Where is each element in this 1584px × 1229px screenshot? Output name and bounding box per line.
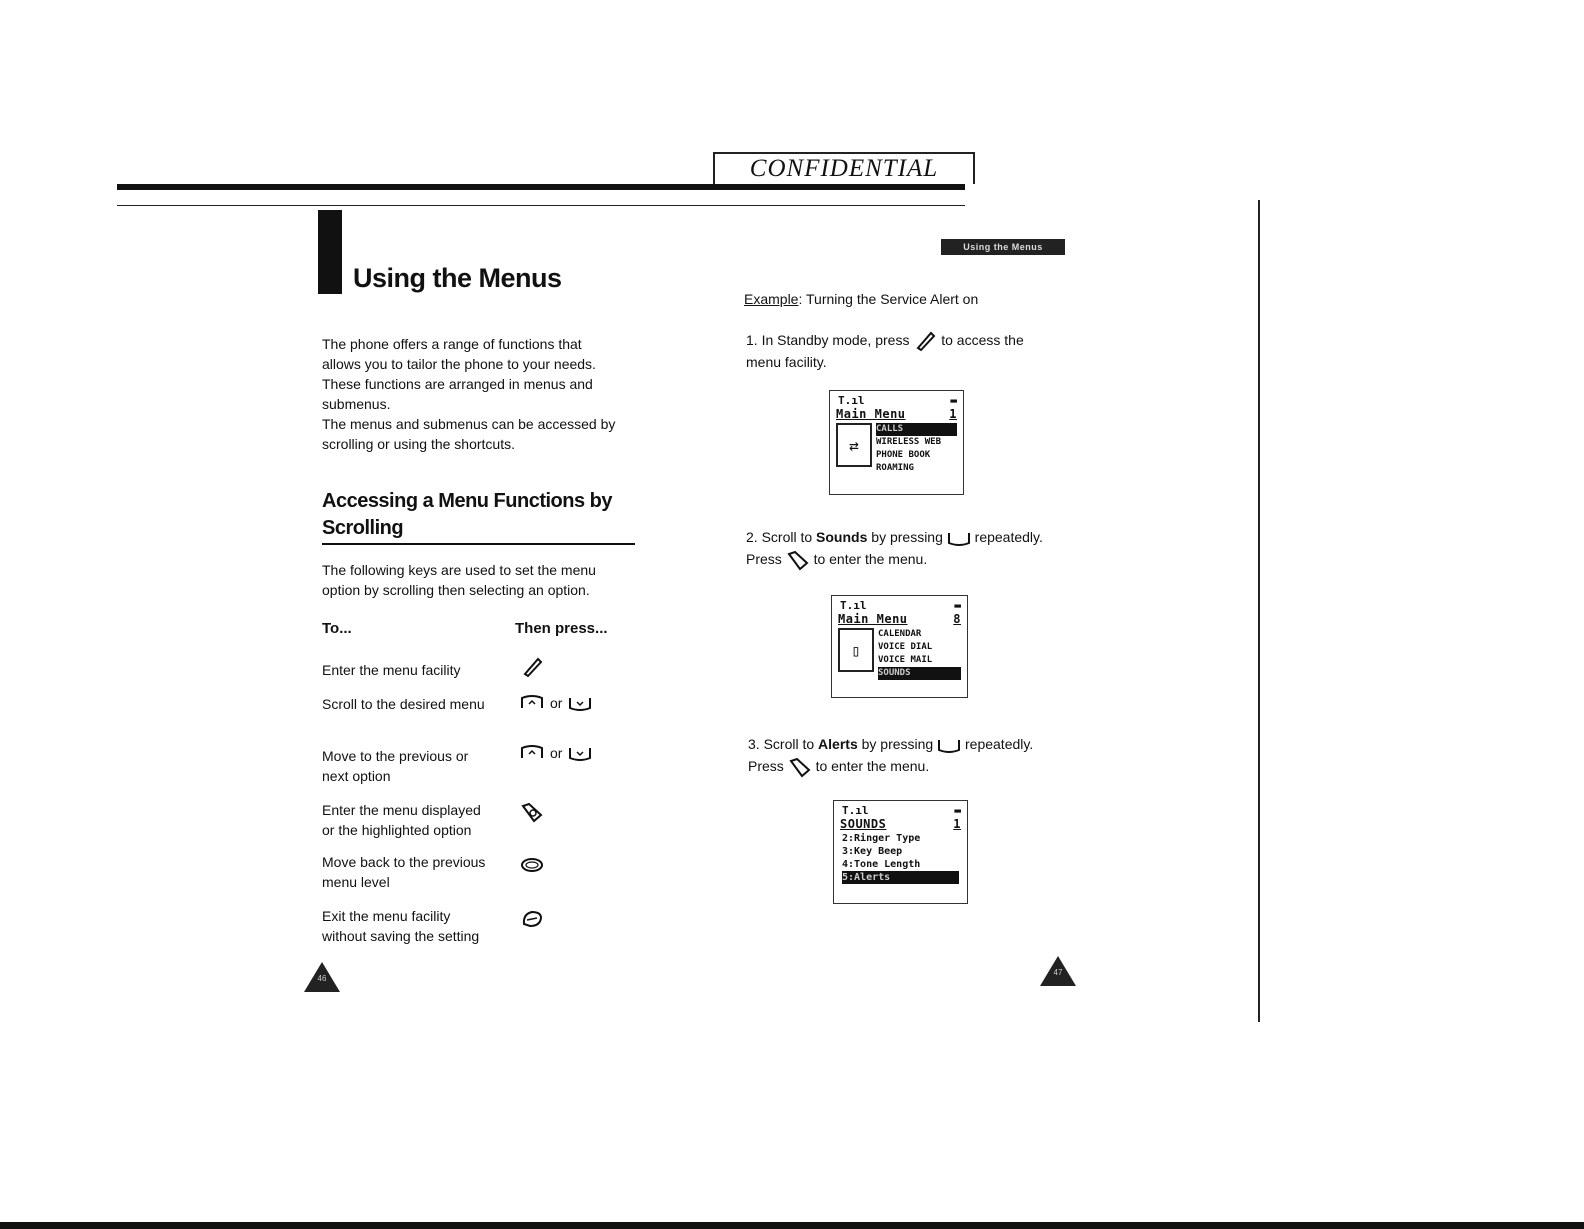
example-line: Example: Turning the Service Alert on	[744, 291, 979, 307]
clr-key-icon	[520, 854, 544, 876]
or-text: or	[550, 745, 563, 761]
down-key-icon	[947, 527, 971, 549]
screen-title: SOUNDS 1	[840, 817, 961, 831]
table-header-press: Then press...	[515, 620, 608, 637]
table-row-keys	[520, 656, 544, 678]
signal-icon: T.ıl	[840, 599, 867, 612]
table-row-action: Enter the menu displayed or the highlighted option	[322, 802, 481, 838]
phone-screen-3: T.ıl ▬ SOUNDS 1 2:Ringer Type 3:Key Beep 4:Tone Length 5:Alerts	[833, 800, 968, 904]
page-edge-line	[1258, 200, 1260, 1022]
section-tab: Using the Menus	[941, 239, 1065, 255]
or-text: or	[550, 695, 563, 711]
title-marker-bar	[318, 210, 342, 294]
select-key-icon	[786, 550, 810, 572]
page-number-badge-right: 47	[1040, 956, 1076, 986]
table-row-action: Scroll to the desired menu	[322, 696, 485, 712]
menu-key-icon	[520, 656, 544, 678]
bottom-border	[0, 1222, 1584, 1229]
section-heading: Accessing a Menu Functions by Scrolling	[322, 490, 613, 539]
intro-paragraph-1: The phone offers a range of functions that allows you to tailor the phone to your needs. These functions are arranged in menus and submenus.	[322, 336, 596, 412]
select-key-icon	[520, 802, 544, 824]
header-rule-thin	[117, 205, 965, 206]
step-1: 1. In Standby mode, press to access the menu facility.	[746, 332, 1024, 371]
battery-icon: ▬	[950, 394, 957, 407]
table-row-action: Move back to the previous menu level	[322, 854, 486, 890]
table-row-keys	[520, 854, 544, 876]
end-key-icon	[520, 908, 544, 930]
confidential-stamp: CONFIDENTIAL	[713, 152, 975, 184]
screen-title: Main Menu 8	[838, 612, 961, 626]
example-label: Example	[744, 291, 799, 307]
header-rule-thick	[117, 184, 965, 190]
page-title: Using the Menus	[353, 263, 562, 293]
table-row-keys	[520, 692, 592, 714]
phone-screen-2: T.ıl ▬ Main Menu 8 ▯ CALENDAR VOICE DIAL VOICE MAIL SOUNDS	[831, 595, 968, 698]
step-3: 3. Scroll to Alerts by pressing repeatedly. Press to enter the menu.	[748, 734, 1068, 779]
table-row-keys	[520, 742, 592, 764]
select-key-icon	[788, 757, 812, 779]
calls-icon: ⇄	[836, 423, 872, 467]
table-row-action: Enter the menu facility	[322, 662, 461, 678]
up-key-icon	[520, 742, 544, 764]
step-2: 2. Scroll to Sounds by pressing repeatedly. Press to enter the menu.	[746, 527, 1056, 572]
down-key-icon	[937, 734, 961, 756]
phone-screen-1: T.ıl ▬ Main Menu 1 ⇄ CALLS WIRELESS WEB PHONE BOOK ROAMING	[829, 390, 964, 495]
signal-icon: T.ıl	[842, 804, 869, 817]
section-heading-rule	[322, 543, 635, 545]
down-key-icon	[568, 742, 592, 764]
up-key-icon	[520, 692, 544, 714]
page-number-badge-left: 46	[304, 962, 340, 992]
phone-icon: ▯	[838, 628, 874, 672]
menu-key-icon	[913, 330, 937, 352]
signal-icon: T.ıl	[838, 394, 865, 407]
down-key-icon	[568, 692, 592, 714]
table-row-action: Move to the previous or next option	[322, 748, 469, 784]
intro-paragraph-2: The menus and submenus can be accessed by scrolling or using the shortcuts.	[322, 416, 616, 452]
table-row-action: Exit the menu facility without saving the setting	[322, 908, 480, 944]
table-row-keys	[520, 908, 544, 930]
screen-title: Main Menu 1	[836, 407, 957, 421]
section-text: The following keys are used to set the menu option by scrolling then selecting an option.	[322, 562, 596, 598]
example-text: Turning the Service Alert on	[806, 291, 979, 307]
battery-icon: ▬	[954, 599, 961, 612]
battery-icon: ▬	[954, 804, 961, 817]
table-header-to: To...	[322, 620, 352, 637]
table-row-keys	[520, 802, 544, 824]
